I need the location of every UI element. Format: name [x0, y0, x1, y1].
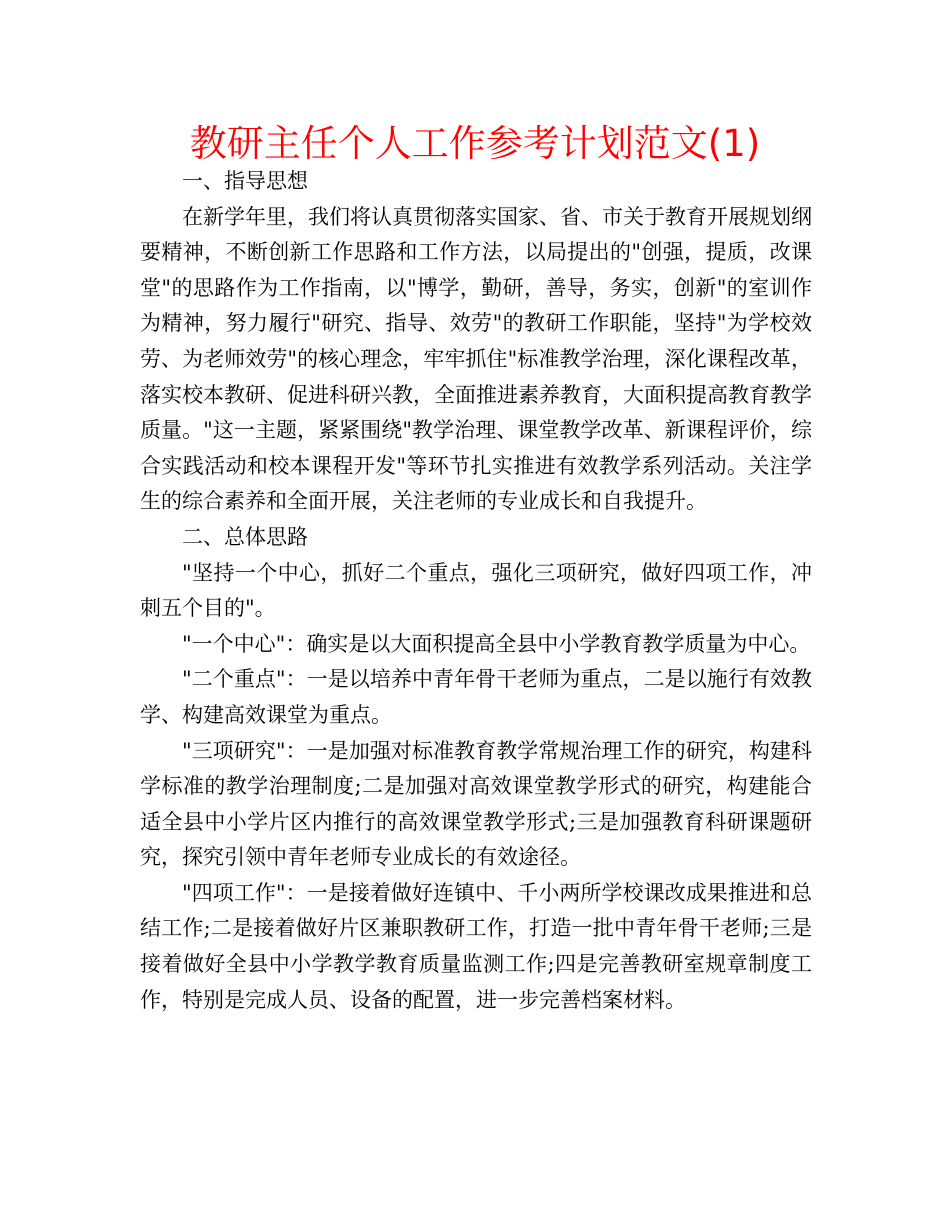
paragraph-one-center: "一个中心"：确实是以大面积提高全县中小学教育教学质量为中心。: [182, 631, 811, 656]
paragraph-three-studies: "三项研究"：一是加强对标准教育教学常规治理工作的研究，构建科学标准的教学治理制度;二是加强对高效课堂教学形式的研究，构建能合适全县中小学片区内推行的高效课堂教学形式;三是加强教育科研课题研究，探究引领中青年老师专业成长的有效途径。: [140, 738, 812, 870]
paragraph-guiding-thought: 在新学年里，我们将认真贯彻落实国家、省、市关于教育开展规划纲要精神，不断创新工作思路和工作方法，以局提出的"创强，提质，改课堂"的思路作为工作指南，以"博学，勤研，善导，务实，创新"的室训作为精神，努力履行"研究、指导、效劳"的教研工作职能，坚持"为学校效劳、为老师效劳"的核心理念，牢牢抓住"标准教学治理，深化课程改革，落实校本教研、促进科研兴教，全面推进素养教育，大面积提高教育教学质量。"这一主题，紧紧围绕"教学治理、课堂教学改革、新课程评价，综合实践活动和校本课程开发"等环节扎实推进有效教学系列活动。关注学生的综合素养和全面开展，关注老师的专业成长和自我提升。: [140, 204, 812, 514]
paragraph-two-focuses: "二个重点"：一是以培养中青年骨干老师为重点，二是以施行有效教学、构建高效课堂为重点。: [140, 667, 812, 727]
paragraph-four-tasks: "四项工作"：一是接着做好连镇中、千小两所学校课改成果推进和总结工作;二是接着做好片区兼职教研工作，打造一批中青年骨干老师;三是接着做好全县中小学教学教育质量监测工作;四是完善教研室规章制度工作，特别是完成人员、设备的配置，进一步完善档案材料。: [140, 880, 812, 1012]
document-body: [140, 164, 812, 1018]
section-heading-guiding-thought: 一、指导思想: [182, 169, 308, 193]
paragraph-overall-approach: "坚持一个中心，抓好二个重点，强化三项研究，做好四项工作，冲刺五个目的"。: [140, 560, 812, 621]
document-title: 教研主任个人工作参考计划范文(1): [189, 122, 761, 165]
section-heading-overall-approach: 二、总体思路: [182, 524, 308, 549]
